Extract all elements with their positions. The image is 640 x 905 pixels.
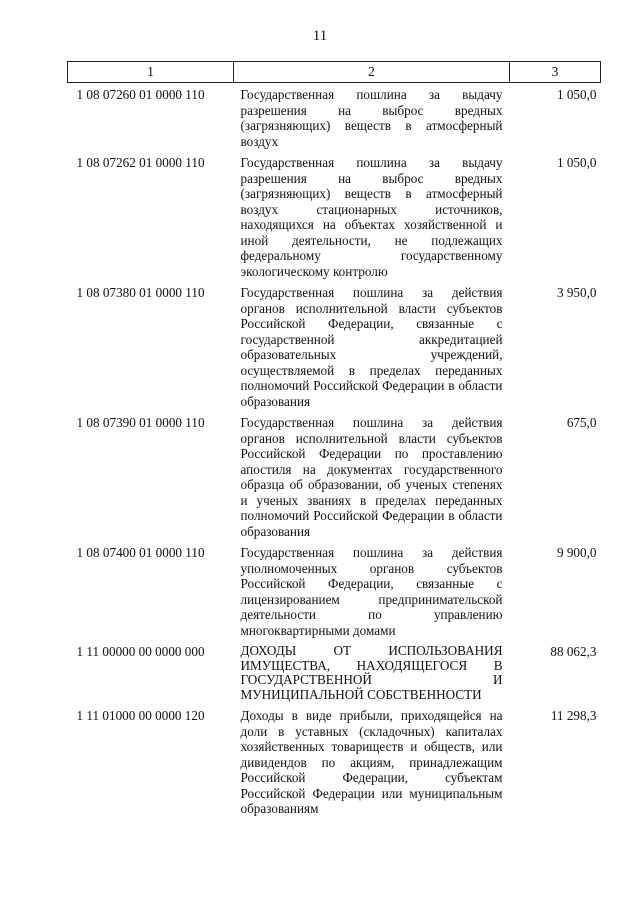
revenue-code-cell: 1 08 07390 01 0000 110 [76, 415, 205, 430]
revenue-description-cell: Государственная пошлина за действия уполномоченных органов субъектов Российской Федерации, связанные с лицензированием предпринимательской деятельности по управлению многоквартирными домами [240, 545, 503, 638]
amount-cell: 9 900,0 [556, 545, 597, 560]
table-header [68, 62, 601, 83]
revenue-code-cell: 1 11 01000 00 0000 120 [76, 708, 205, 723]
table-row [68, 704, 601, 819]
table-row [68, 281, 601, 411]
revenue-description-cell: Доходы в виде прибыли, приходящейся на доли в уставных (складочных) капиталах хозяйственных товариществ и обществ, или дивидендов по акциям, принадлежащим Российской Федерации, субъектам Российской Федерации или муниципальным образованиям [240, 708, 503, 816]
amount-cell: 675,0 [566, 415, 597, 430]
table-row [68, 640, 601, 704]
revenue-table [67, 61, 601, 819]
revenue-description-cell: Государственная пошлина за действия органов исполнительной власти субъектов Российской Федерации, связанные с государственной аккредитацией образовательных учреждений, осуществляемой в пределах переданных полномочий Российской Федерации в области образования [240, 285, 503, 409]
column-header-code: 1 [68, 62, 234, 83]
amount-cell: 11 298,3 [550, 708, 597, 723]
table-row [68, 151, 601, 281]
revenue-description-cell: Государственная пошлина за действия органов исполнительной власти субъектов Российской Федерации по проставлению апостиля на документах государственного образца об образовании, об ученых степенях и ученых званиях в пределах переданных полномочий Российской Федерации в области образования [240, 415, 503, 539]
column-header-description: 2 [234, 62, 510, 83]
column-header-amount: 3 [510, 62, 601, 83]
page-number: 11 [312, 28, 328, 44]
table-row [68, 83, 601, 152]
amount-cell: 88 062,3 [550, 644, 597, 659]
revenue-code-cell: 1 08 07400 01 0000 110 [76, 545, 205, 560]
amount-cell: 3 950,0 [556, 285, 597, 300]
table-row [68, 541, 601, 640]
revenue-description-cell: Государственная пошлина за выдачу разрешения на выброс вредных (загрязняющих) веществ в атмосферный воздух [240, 87, 503, 149]
revenue-code-cell: 1 08 07380 01 0000 110 [76, 285, 205, 300]
revenue-description-cell: Государственная пошлина за выдачу разрешения на выброс вредных (загрязняющих) веществ в атмосферный воздух стационарных источников, находящихся на объектах хозяйственной и иной деятельности, не подлежащих федеральному государственному экологическому контролю [240, 155, 503, 279]
amount-cell: 1 050,0 [556, 87, 597, 102]
amount-cell: 1 050,0 [556, 155, 597, 170]
table-row [68, 411, 601, 541]
revenue-code-cell: 1 11 00000 00 0000 000 [76, 644, 205, 659]
revenue-code-cell: 1 08 07262 01 0000 110 [76, 155, 205, 170]
table-body [68, 83, 601, 819]
revenue-code-cell: 1 08 07260 01 0000 110 [76, 87, 205, 102]
revenue-description-cell: ДОХОДЫ ОТ ИСПОЛЬЗОВАНИЯ ИМУЩЕСТВА, НАХОДЯЩЕГОСЯ В ГОСУДАРСТВЕННОЙ И МУНИЦИПАЛЬНОЙ СОБСТВЕННОСТИ [240, 643, 503, 702]
